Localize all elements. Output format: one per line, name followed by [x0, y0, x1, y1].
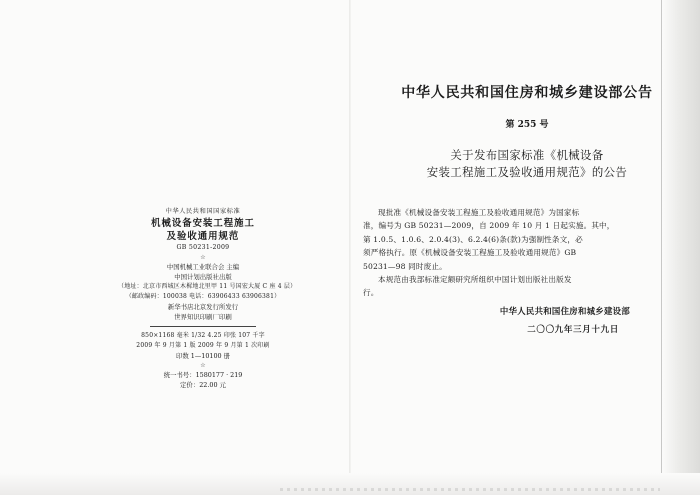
announcement-subject-line1: 关于发布国家标准《机械设备 [450, 148, 604, 162]
signature-ministry: 中华人民共和国住房和城乡建设部 [499, 306, 630, 316]
imprint-standard-code: GB 50231-2009 [176, 244, 230, 251]
announcement-body [363, 206, 651, 300]
imprint-format: 850×1168 毫米 1/32 4.25 印张 107 千字 [141, 332, 265, 339]
imprint-editor: 中国机械工业联合会 主编 [166, 263, 240, 271]
announcement-title: 中华人民共和国住房和城乡建设部公告 [401, 85, 653, 101]
imprint-distributor: 新华书店北京发行所发行 [167, 303, 239, 311]
imprint-price: 定价：22.00 元 [180, 381, 226, 389]
star-ornament: ☆ [200, 362, 206, 369]
imprint-print-count: 印数 1—10100 册 [175, 352, 231, 360]
announcement-subject [382, 147, 672, 181]
body-line: 本规范由我部标准定额研究所组织中国计划出版社出版发 [378, 275, 572, 285]
announcement-number: 第 255 号 [505, 120, 549, 130]
book-spine [349, 0, 351, 495]
body-line: 50231—98 同时废止。 [363, 261, 447, 271]
imprint-edition: 2009 年 9 月第 1 版 2009 年 9 月第 1 次印刷 [136, 342, 270, 349]
signature-date: 二〇〇九年三月十九日 [527, 324, 619, 334]
body-line: 准，编号为 GB 50231—2009，自 2009 年 10 月 1 日起实施。其中， [363, 221, 615, 231]
body-line: 现批准《机械设备安装工程施工及验收通用规范》为国家标 [378, 208, 580, 217]
imprint-title-line1: 机械设备安装工程施工 [151, 218, 255, 229]
imprint-divider [150, 326, 256, 327]
imprint-printer: 世界知识印刷厂印刷 [174, 313, 232, 321]
body-line: 须严格执行。原《机械设备安装工程施工及验收通用规范》GB [363, 248, 577, 258]
imprint-postcode: （邮政编码：100038 电话：63906433 63906381） [125, 293, 281, 300]
imprint-block [118, 207, 297, 390]
imprint-publisher: 中国计划出版社出版 [174, 273, 232, 281]
body-line: 行。 [363, 288, 379, 298]
body-line: 第 1.0.5、1.0.6、2.0.4(3)、6.2.4(6)条(款)为强制性条文，必 [363, 234, 583, 244]
page-edge-right [661, 0, 700, 495]
page-edge-bottom [0, 473, 700, 495]
imprint-isbn: 统一书号：1580177 · 219 [163, 371, 243, 379]
star-ornament: ☆ [200, 254, 206, 261]
imprint-address: （地址：北京市西城区木樨地北里甲 11 号国宏大厦 C 座 4 层） [118, 283, 297, 290]
announcement-subject-line2: 安装工程施工及验收通用规范》的公告 [426, 165, 628, 179]
imprint-series: 中华人民共和国国家标准 [165, 208, 241, 215]
imprint-title-line2: 及验收通用规范 [166, 230, 240, 242]
bleed-through-text [280, 488, 660, 491]
